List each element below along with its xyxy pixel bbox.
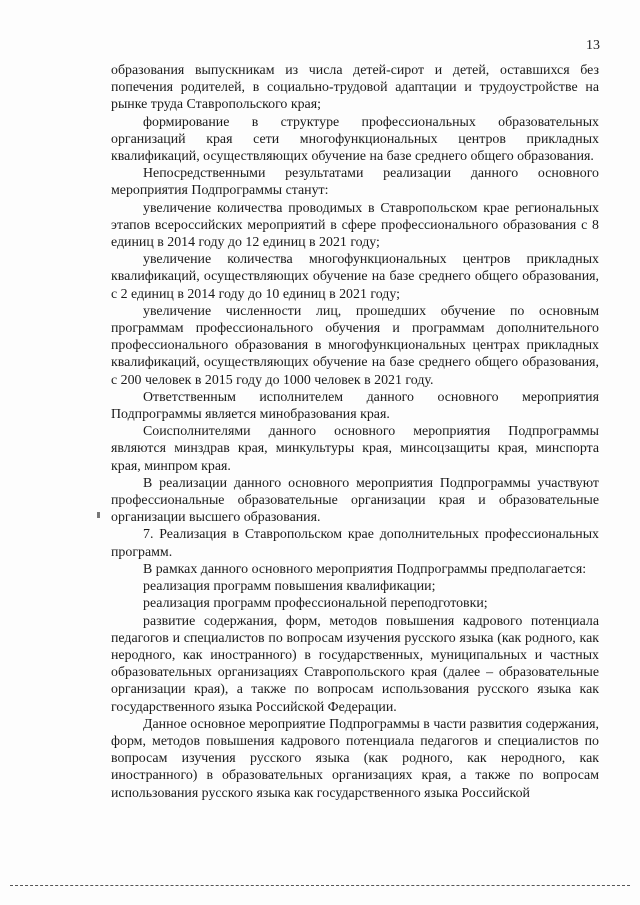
paragraph: увеличение количества многофункциональных центров прикладных квалификаций, осуществляющих обучение на базе среднего общего образования, с 2 единиц в 2014 году до 10 единиц в 2021 году; — [111, 252, 599, 302]
section-heading: 7. Реализация в Ставропольском крае дополнительных профессиональных программ. — [111, 527, 599, 560]
list-item: развитие содержания, форм, методов повышения кадрового потенциала педагогов и специалистов по вопросам изучения русского языка (как родного, как неродного, как иностранного) в государственных, муниципальных и частных образовательных организациях Ставропольского края (далее – образовательные организации края), а также по вопросам использования русского языка как государственного языка Российской Федерации. — [111, 613, 599, 715]
document-body — [111, 62, 599, 802]
paragraph: Соисполнителями данного основного мероприятия Подпрограммы являются минздрав края, минкультуры края, минсоцзащиты края, минспорта края, минпром края. — [111, 424, 599, 474]
paragraph: В реализации данного основного мероприятия Подпрограммы участвуют профессиональные образовательные организации края и образовательные организации высшего образования. — [111, 475, 599, 526]
paragraph: увеличение численности лиц, прошедших обучение по основным программам профессионального обучения и программам дополнительного профессионального образования в многофункциональных центрах прикладных квалификаций, осуществляющих обучение на базе среднего общего образования, с 200 человек в 2015 году до 1000 человек в 2021 году. — [111, 303, 599, 388]
paragraph: Данное основное мероприятие Подпрограммы в части развития содержания, форм, методов повышения кадрового потенциала педагогов и специалистов по вопросам изучения русского языка (как родного, как неродного, как иностранного) в образовательных организациях края, а также по вопросам использования русского языка как государственного языка Российской — [111, 716, 599, 801]
paragraph: увеличение количества проводимых в Ставропольском крае региональных этапов всероссийских мероприятий в сфере профессионального образования с 8 единиц в 2014 году до 12 единиц в 2021 году; — [111, 200, 599, 251]
paragraph: Ответственным исполнителем данного основного мероприятия Подпрограммы является минобразования края. — [111, 389, 599, 423]
paragraph: формирование в структуре профессиональных образовательных организаций края сети многофункциональных центров прикладных квалификаций, осуществляющих обучение на базе среднего общего образования. — [111, 114, 599, 165]
list-item: реализация программ профессиональной переподготовки; — [143, 596, 488, 612]
scan-bottom-edge — [10, 885, 630, 887]
paragraph: Непосредственными результатами реализации данного основного мероприятия Подпрограммы станут: — [111, 166, 599, 199]
paragraph: В рамках данного основного мероприятия Подпрограммы предполагается: — [143, 561, 587, 577]
list-item: реализация программ повышения квалификации; — [143, 579, 436, 595]
paragraph: образования выпускникам из числа детей-сирот и детей, оставшихся без попечения родителей, в социально-трудовой адаптации и трудоустройстве на рынке труда Ставропольского края; — [111, 63, 599, 113]
page-number: 13 — [586, 38, 600, 53]
margin-mark — [97, 512, 100, 518]
